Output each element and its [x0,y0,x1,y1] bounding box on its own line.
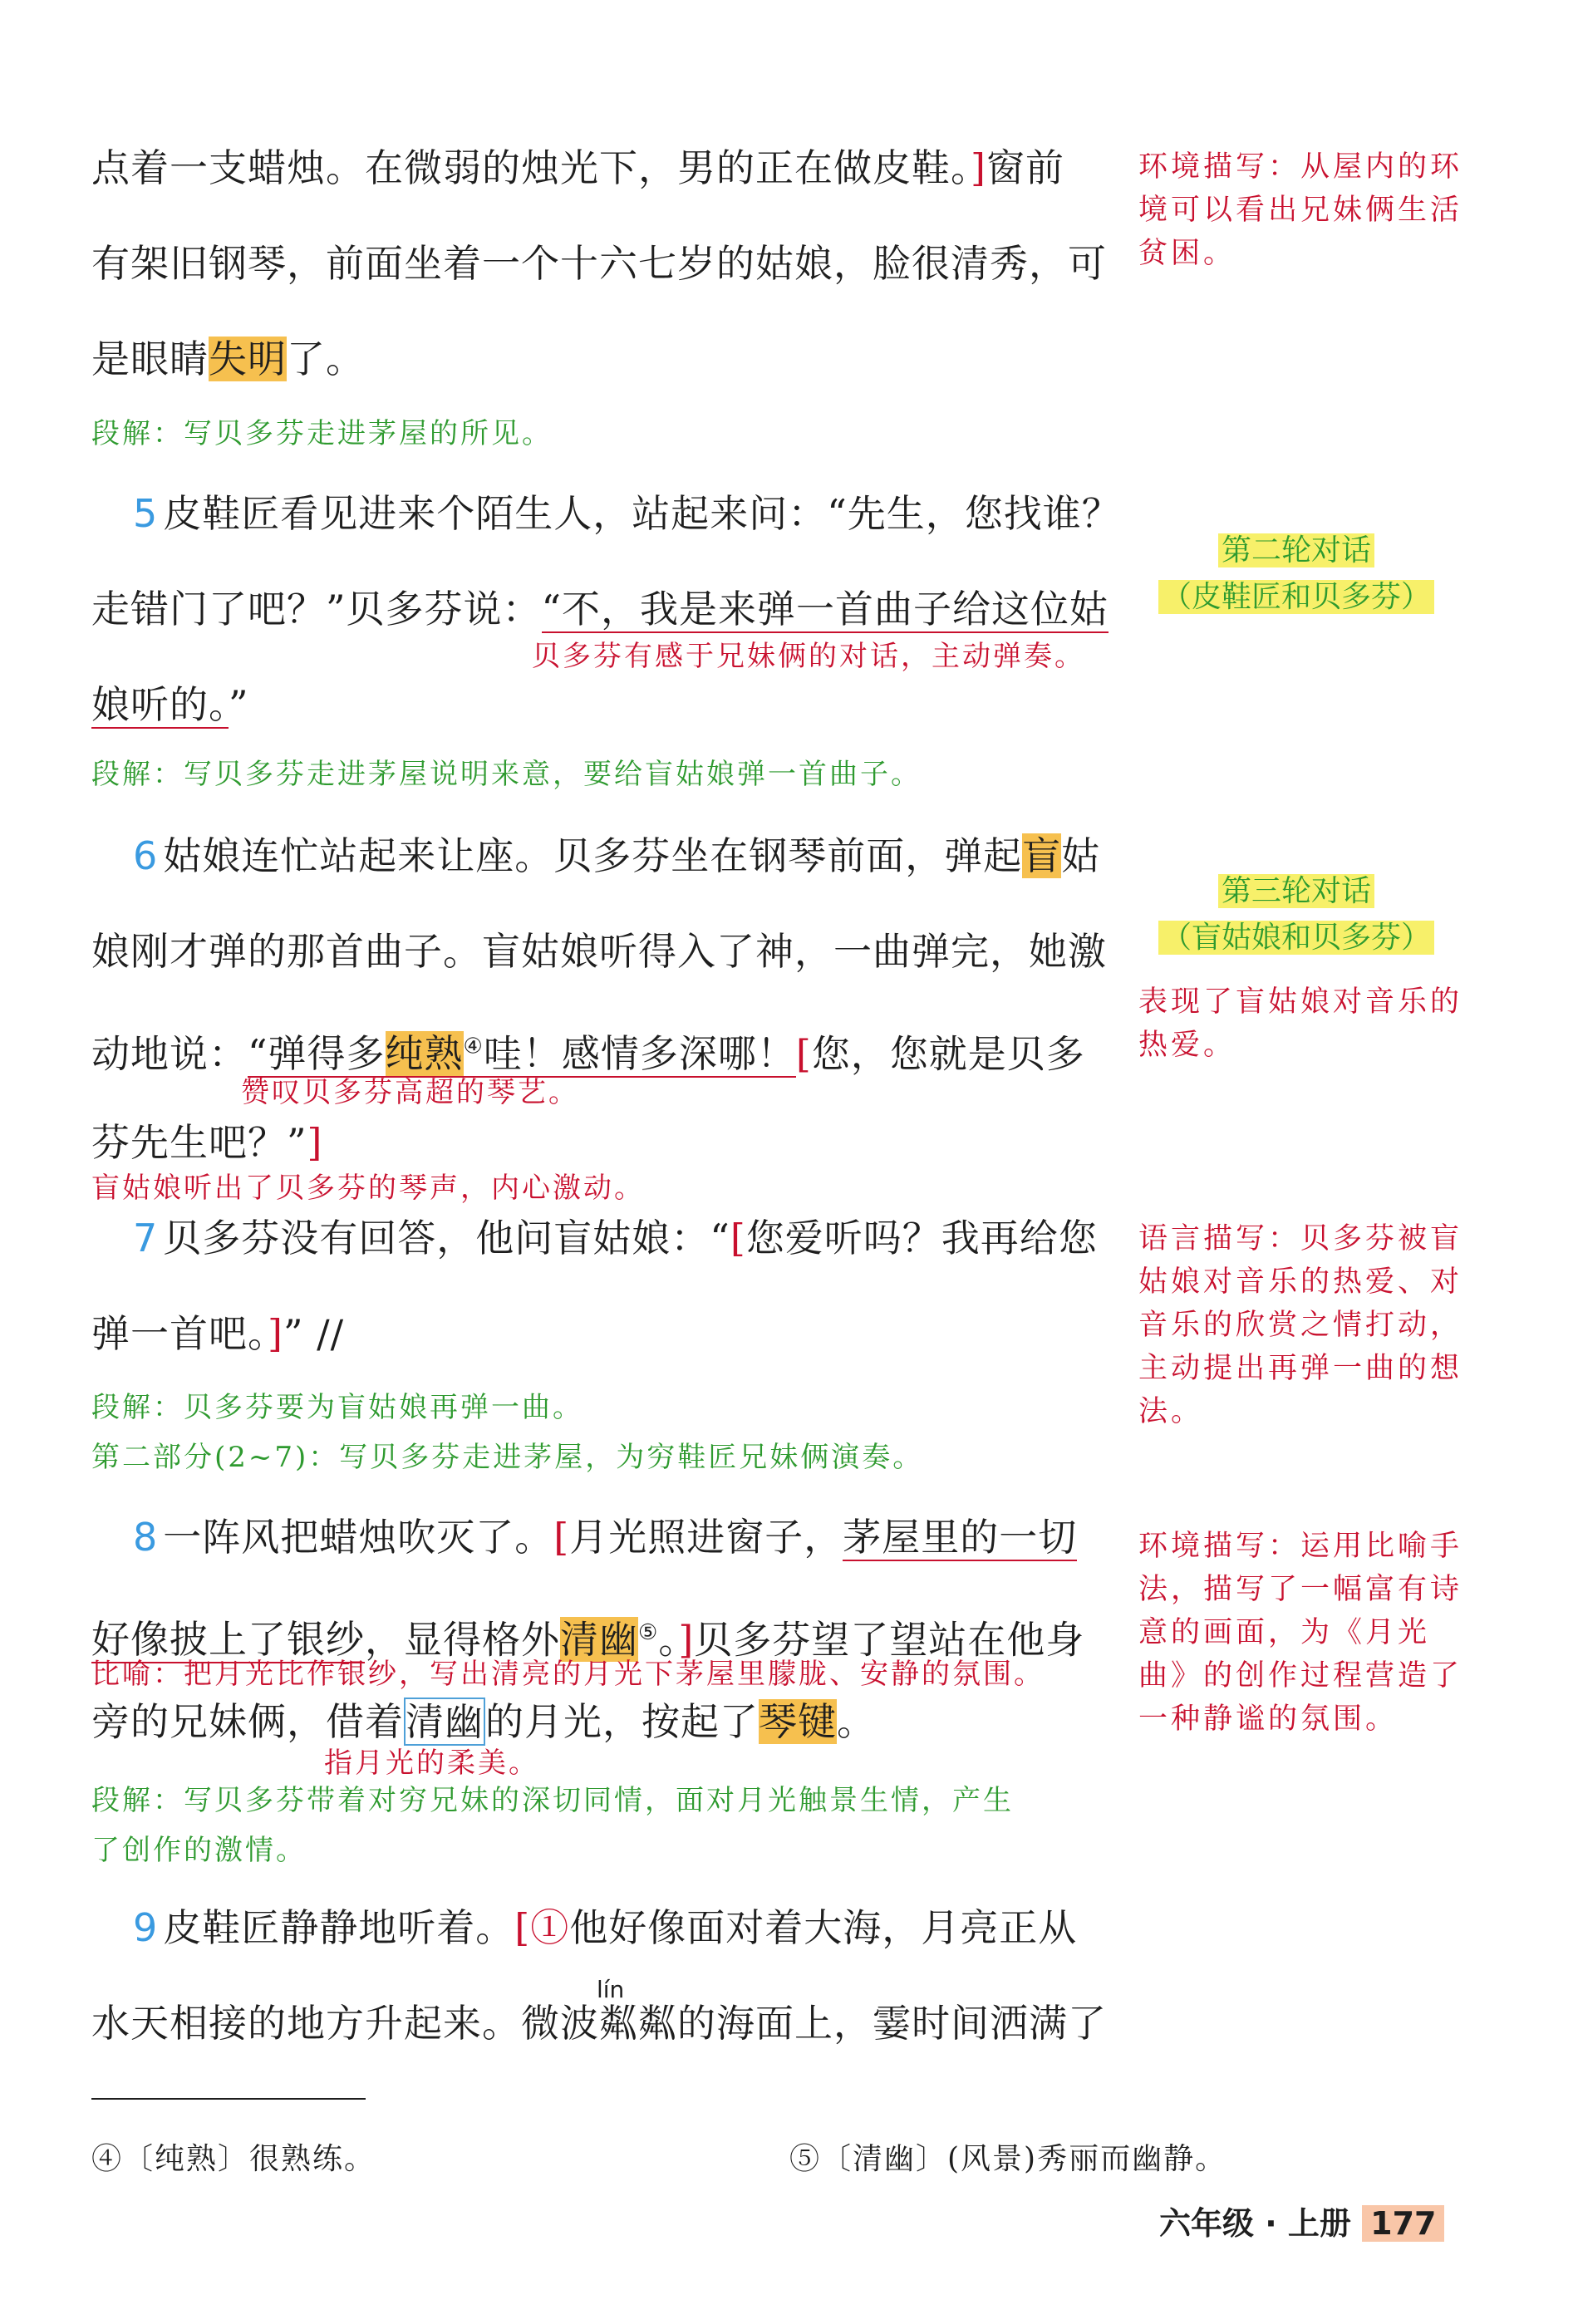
paragraph-8-line-1: 8 一阵风把蜡烛吹灭了。[月光照进窗子，茅屋里的一切 [133,1515,1078,1560]
dialogue-2-speakers: （皮鞋匠和贝多芬） [1158,580,1434,614]
part-summary-2: 第二部分(2~7)：写贝多芬走进茅屋，为穷鞋匠兄妹俩演奏。 [91,1441,924,1474]
paragraph-9-line-1: 9 皮鞋匠静静地听着。[①他好像面对着大海，月亮正从 [133,1905,1078,1950]
side-note-language: 语言描写：贝多芬被盲姑娘对音乐的热爱、对音乐的欣赏之情打动，主动提出再弹一曲的想法。 [1138,1222,1463,1428]
text-line-1: 点着一支蜡烛。在微弱的烛光下，男的正在做皮鞋。]窗前 [91,145,1064,190]
footnote-ref-5: ⑤ [638,1620,659,1645]
paragraph-5-line-2: 走错门了吧？”贝多芬说：“不，我是来弹一首曲子给这位姑 [91,587,1109,631]
highlight-word: 失明 [209,337,287,381]
red-annotation-p8b: 指月光的柔美。 [324,1747,539,1780]
section-note-4-line-2: 了创作的激情。 [91,1834,307,1867]
footnote-4: ④〔纯熟〕很熟练。 [91,2142,376,2176]
section-note-4-line-1: 段解：写贝多芬带着对穷兄妹的深切同情，面对月光触景生情，产生 [91,1784,1014,1817]
paragraph-6-line-4: 芬先生吧？”] [91,1120,323,1165]
red-annotation-p6b: 盲姑娘听出了贝多芬的琴声，内心激动。 [91,1172,645,1205]
bracket-close: ] [971,145,986,190]
paragraph-6-line-1: 6 姑娘连忙站起来让座。贝多芬坐在钢琴前面，弹起盲姑 [133,833,1101,878]
paragraph-8-line-2: 好像披上了银纱，显得格外清幽⑤。]贝多芬望了望站在他身 [91,1617,1085,1663]
red-annotation-p8a: 比喻：把月光比作银纱，写出清亮的月光下茅屋里朦胧、安静的氛围。 [91,1658,1045,1691]
dialogue-3-speakers: （盲姑娘和贝多芬） [1158,921,1434,955]
footnote-divider [91,2098,366,2100]
paragraph-7-line-1: 7 贝多芬没有回答，他问盲姑娘：“[您爱听吗？我再给您 [133,1216,1098,1260]
paragraph-6-line-2: 娘刚才弹的那首曲子。盲姑娘听得入了神，一曲弹完，她激 [91,929,1107,974]
paragraph-9-line-2: 水天相接的地方升起来。微波粼粼的海面上，霎时间洒满了 [91,2001,1107,2046]
page-number: 177 [1362,2205,1444,2242]
footnote-5: ⑤〔清幽〕(风景)秀丽而幽静。 [789,2142,1227,2176]
side-dialogue-3 [1130,868,1462,961]
paragraph-5-line-1: 5 皮鞋匠看见进来个陌生人，站起来问：“先生，您找谁？ [133,491,1121,536]
side-note-dialogue-3: 表现了盲姑娘对音乐的热爱。 [1138,985,1463,1062]
grade-label: 六年级 · 上册 [1159,2205,1351,2242]
dialogue-2-title: 第二轮对话 [1218,533,1374,567]
paragraph-5-line-3: 娘听的。” [91,682,249,727]
page-footer [1159,2198,1444,2243]
red-annotation-p5: 贝多芬有感于兄妹俩的对话，主动弹奏。 [532,640,1085,673]
pinyin-annotation: lín [597,1976,625,2003]
text-line-3: 是眼睛失明了。 [91,337,365,381]
underlined-text: “不，我是来弹一首曲子给这位姑 [541,587,1109,631]
footnote-ref-4: ④ [463,1034,484,1059]
side-note-environment-2: 环境描写：运用比喻手法，描写了一幅富有诗意的画面，为《月光曲》的创作过程营造了一种静谧的氛围。 [1138,1530,1463,1736]
section-note-1: 段解：写贝多芬走进茅屋的所见。 [91,417,553,450]
side-dialogue-2 [1130,528,1462,621]
dialogue-3-title: 第三轮对话 [1218,874,1374,908]
red-annotation-p6a: 赞叹贝多芬高超的琴艺。 [241,1076,579,1109]
paragraph-7-line-2: 弹一首吧。]” // [91,1311,345,1356]
section-note-2: 段解：写贝多芬走进茅屋说明来意，要给盲姑娘弹一首曲子。 [91,758,922,791]
paragraph-8-line-3: 旁的兄妹俩，借着清幽的月光，按起了琴键。 [91,1699,876,1744]
section-note-3: 段解：贝多芬要为盲姑娘再弹一曲。 [91,1391,583,1424]
side-note-environment-1: 环境描写：从屋内的环境可以看出兄妹俩生活贫困。 [1138,150,1463,270]
paragraph-6-line-3: 动地说：“弹得多纯熟④哇！感情多深哪！[您，您就是贝多 [91,1031,1085,1077]
text-line-2: 有架旧钢琴，前面坐着一个十六七岁的姑娘，脸很清秀，可 [91,241,1107,286]
boxed-word: 清幽 [406,1699,484,1744]
paragraph-number: 5 [133,491,159,536]
